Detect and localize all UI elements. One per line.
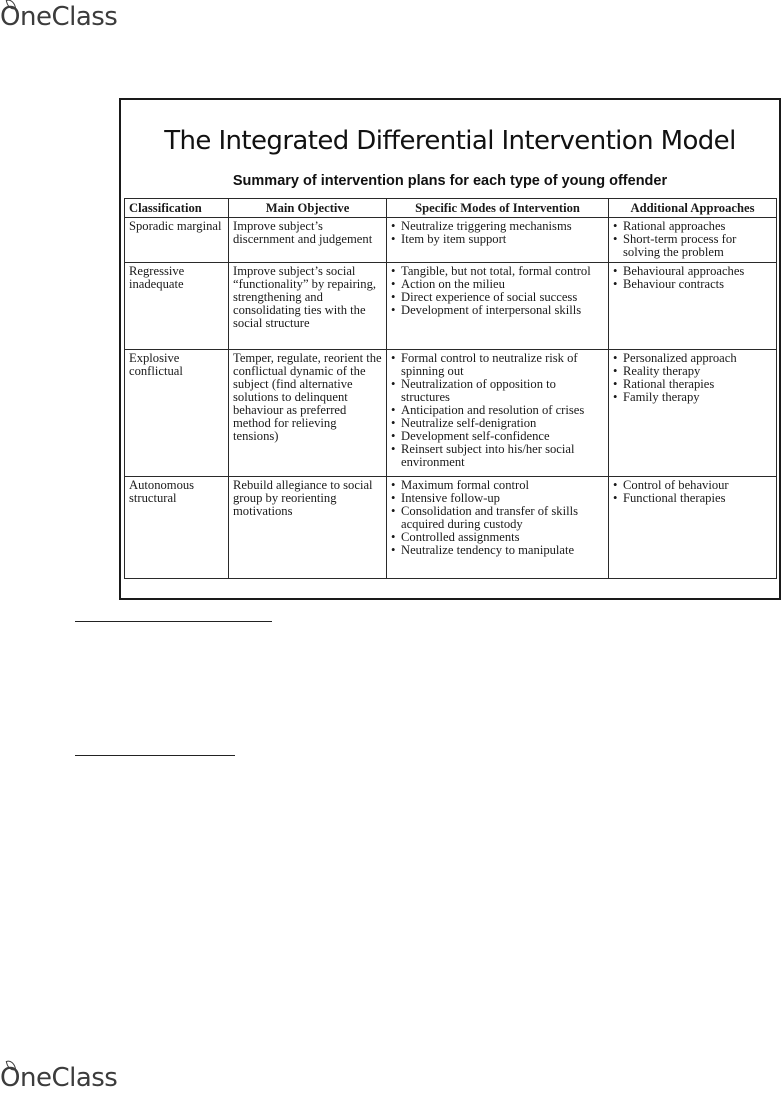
list-item: • Reality therapy — [613, 365, 772, 378]
list-item: • Control of behaviour — [613, 479, 772, 492]
objective-cell: Temper, regulate, reorient the conflictual dynamic of the subject (find alternative solutions to delinquent behaviour as preferred method for relieving tensions) — [229, 350, 387, 477]
list-item: • Consolidation and transfer of skills acquired during custody — [391, 505, 604, 531]
oneclass-logo — [0, 4, 117, 30]
classification-cell: Regressive inadequate — [125, 263, 229, 350]
slide-subtitle: Summary of intervention plans for each type of young offender — [232, 173, 668, 189]
list-item: • Development of interpersonal skills — [391, 304, 604, 317]
list-item: • Maximum formal control — [391, 479, 604, 492]
approaches-cell — [609, 350, 777, 477]
list-item: • Neutralization of opposition to structures — [391, 378, 604, 404]
list-item: • Neutralize self-denigration — [391, 417, 604, 430]
underline-divider — [75, 755, 235, 756]
table-row — [125, 218, 777, 263]
list-item: • Behavioural approaches — [613, 265, 772, 278]
list-item: • Short-term process for solving the problem — [613, 233, 772, 259]
list-item: • Rational therapies — [613, 378, 772, 391]
list-item: • Reinsert subject into his/her social environment — [391, 443, 604, 469]
classification-cell: Autonomous structural — [125, 477, 229, 579]
approaches-cell — [609, 477, 777, 579]
list-item: • Family therapy — [613, 391, 772, 404]
objective-cell: Rebuild allegiance to social group by reorienting motivations — [229, 477, 387, 579]
list-item: • Item by item support — [391, 233, 604, 246]
table-row — [125, 350, 777, 477]
list-item: • Rational approaches — [613, 220, 772, 233]
modes-cell — [387, 263, 609, 350]
table-header-row — [125, 199, 777, 218]
header-main-objective: Main Objective — [229, 199, 387, 218]
objective-cell: Improve subject’s social “functionality” by repairing, strengthening and consolidating ties with the social structure — [229, 263, 387, 350]
modes-cell — [387, 477, 609, 579]
slide-title: The Integrated Differential Intervention Model — [164, 126, 736, 156]
list-item: • Development self-confidence — [391, 430, 604, 443]
header-modes: Specific Modes of Intervention — [387, 199, 609, 218]
list-item: • Tangible, but not total, formal control — [391, 265, 604, 278]
oneclass-logo — [0, 1065, 117, 1091]
oneclass-logo-text: neClass — [19, 2, 118, 32]
approaches-cell — [609, 218, 777, 263]
table-row — [125, 477, 777, 579]
list-item: • Action on the milieu — [391, 278, 604, 291]
intervention-table — [124, 198, 777, 579]
oneclass-logo-o: O — [0, 1065, 20, 1091]
classification-cell: Sporadic marginal — [125, 218, 229, 263]
table-row — [125, 263, 777, 350]
leaf-icon — [6, 0, 17, 11]
underline-divider — [75, 621, 272, 622]
list-item: • Anticipation and resolution of crises — [391, 404, 604, 417]
header-approaches: Additional Approaches — [609, 199, 777, 218]
list-item: • Neutralize tendency to manipulate — [391, 544, 604, 557]
objective-cell: Improve subject’s discernment and judgement — [229, 218, 387, 263]
list-item: • Controlled assignments — [391, 531, 604, 544]
list-item: • Direct experience of social success — [391, 291, 604, 304]
modes-cell — [387, 218, 609, 263]
list-item: • Neutralize triggering mechanisms — [391, 220, 604, 233]
list-item: • Functional therapies — [613, 492, 772, 505]
header-classification: Classification — [125, 199, 229, 218]
list-item: • Personalized approach — [613, 352, 772, 365]
slide-image — [119, 98, 781, 600]
modes-cell — [387, 350, 609, 477]
leaf-icon — [6, 1059, 17, 1072]
list-item: • Behaviour contracts — [613, 278, 772, 291]
classification-cell: Explosive conflictual — [125, 350, 229, 477]
approaches-cell — [609, 263, 777, 350]
list-item: • Formal control to neutralize risk of spinning out — [391, 352, 604, 378]
oneclass-logo-o: O — [0, 4, 20, 30]
oneclass-logo-text: neClass — [19, 1063, 118, 1093]
list-item: • Intensive follow-up — [391, 492, 604, 505]
